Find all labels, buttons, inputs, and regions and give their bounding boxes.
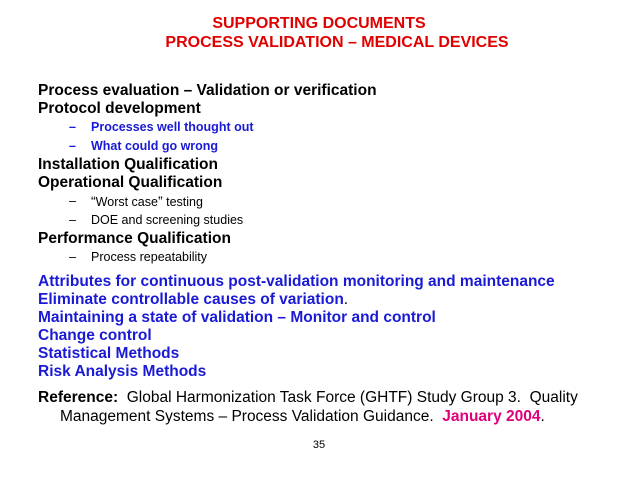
item-risk-analysis: Risk Analysis Methods: [38, 363, 207, 380]
item-operational-qualification: Operational Qualification: [38, 174, 223, 191]
item-performance-qualification: Performance Qualification: [38, 230, 231, 247]
close-quote: ”: [157, 193, 163, 209]
title-line-2: PROCESS VALIDATION – MEDICAL DEVICES: [165, 34, 509, 51]
item-maintaining: Maintaining a state of validation – Monitor and control: [38, 309, 436, 326]
eliminate-text: Eliminate controllable causes of variation: [38, 291, 344, 308]
subitem-text: Process repeatability: [91, 250, 208, 264]
subitem-what-could-go-wrong: [38, 137, 618, 156]
subitem-text: What could go wrong: [91, 139, 219, 153]
item-installation-qualification: Installation Qualification: [38, 156, 218, 173]
item-change-control: Change control: [38, 327, 152, 344]
slide-title: [0, 14, 638, 52]
eliminate-period: .: [343, 291, 349, 308]
page-number: 35: [312, 439, 326, 451]
item-protocol-development: Protocol development: [38, 100, 201, 117]
item-statistical-methods: Statistical Methods: [38, 345, 180, 362]
subitem-text: DOE and screening studies: [91, 213, 244, 227]
reference-label: Reference:: [38, 389, 119, 406]
subitem-process-repeatability: [38, 248, 618, 267]
subitem-doe-screening: [38, 211, 618, 230]
title-line-1: SUPPORTING DOCUMENTS: [212, 15, 426, 32]
subitem-text: Processes well thought out: [91, 120, 254, 134]
item-process-evaluation: Process evaluation – Validation or verification: [38, 82, 377, 99]
slide-content: [38, 82, 618, 426]
reference-text: Global Harmonization Task Force (GHTF) Study Group 3. Quality Management Systems – Process Validation Guidance.: [60, 389, 583, 425]
dash-bullet: –: [69, 139, 76, 153]
subitem-processes-well-thought-out: [38, 118, 618, 137]
dash-bullet: –: [69, 213, 76, 227]
item-attributes: Attributes for continuous post-validation monitoring and maintenance: [38, 273, 555, 290]
reference-date: January 2004: [442, 408, 541, 425]
spacer: [38, 381, 618, 388]
item-eliminate: [38, 291, 618, 309]
dash-bullet: –: [69, 194, 76, 208]
subitem-worst-case-testing: [38, 192, 618, 211]
reference-end: .: [540, 408, 545, 425]
open-quote: “: [91, 193, 96, 209]
subitem-text: Worst case: [95, 195, 158, 209]
reference-paragraph: [38, 388, 625, 426]
subitem-text-rest: testing: [162, 195, 203, 209]
dash-bullet: –: [69, 250, 76, 264]
dash-bullet: –: [69, 120, 76, 134]
